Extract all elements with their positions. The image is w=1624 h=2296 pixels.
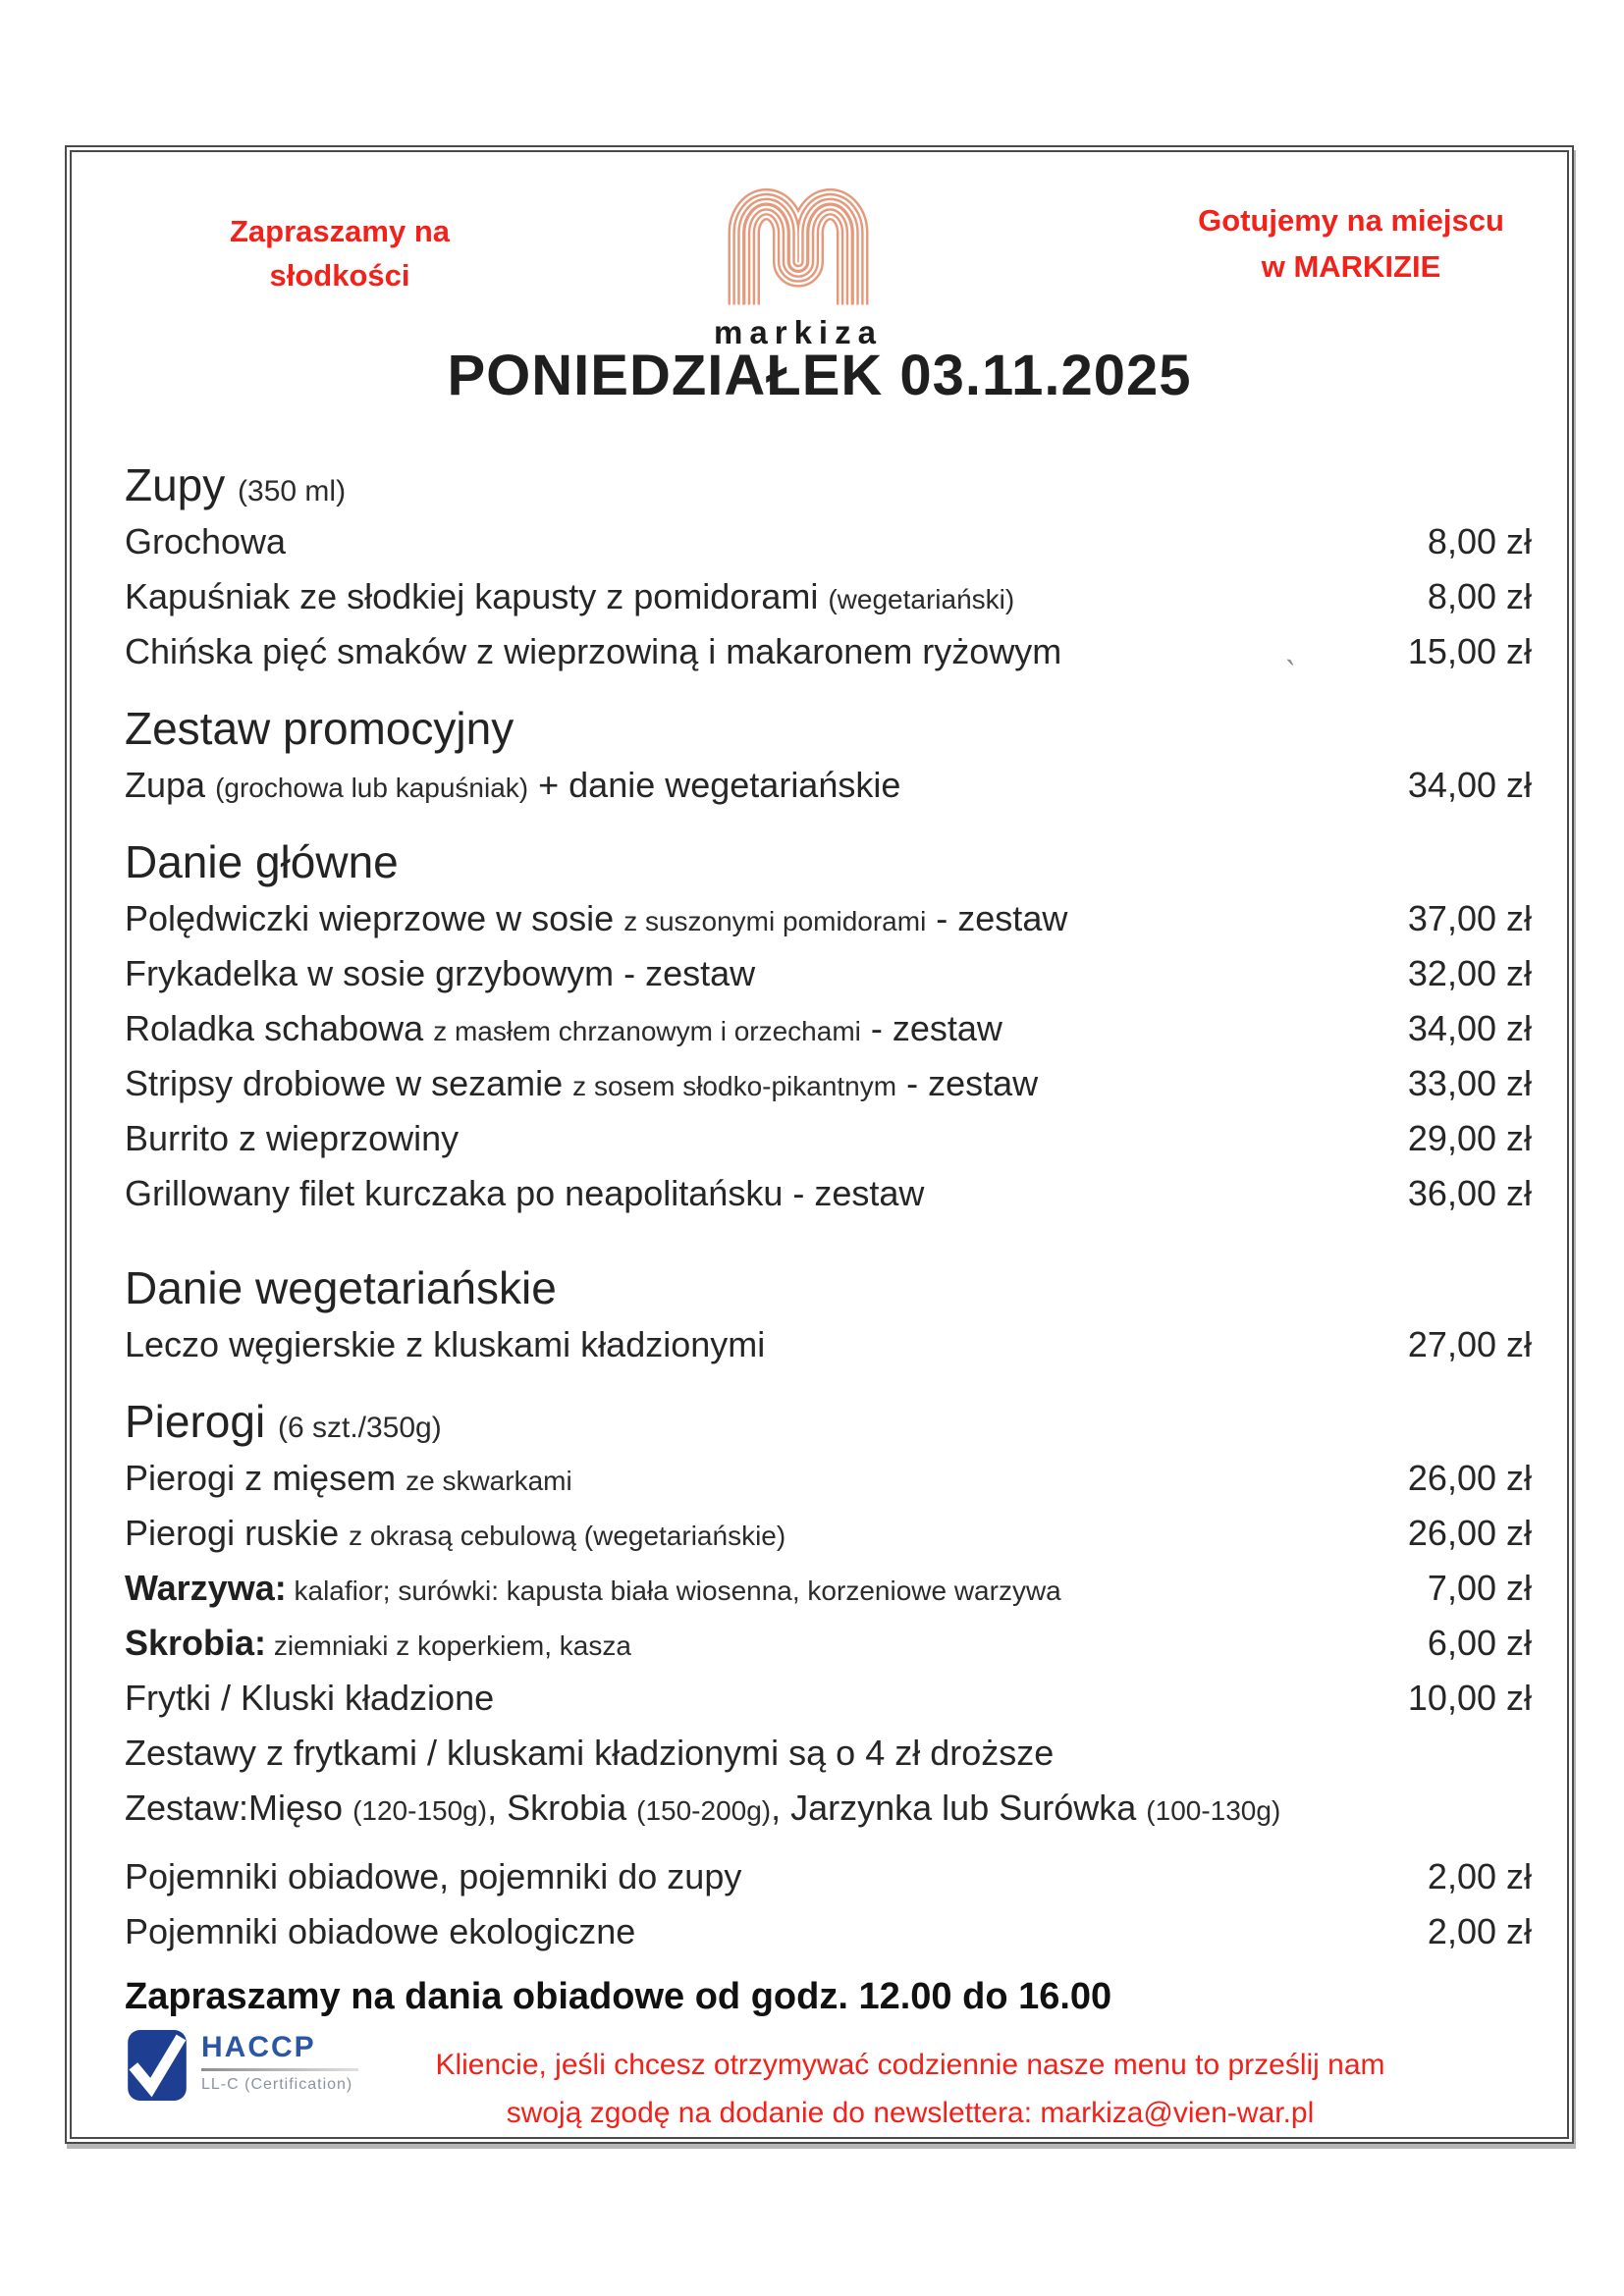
- text-part: Chińska pięć smaków z wieprzowiną i makaronem ryżowym: [125, 631, 1062, 671]
- item-price: 10,00 zł: [1407, 1678, 1532, 1718]
- text-part: (120-150g): [352, 1795, 488, 1826]
- menu-row: [125, 898, 1532, 953]
- text-part: - zestaw: [926, 898, 1068, 938]
- text-part: - zestaw: [860, 1008, 1002, 1048]
- menu-section-heading: [125, 686, 1532, 765]
- markiza-logo: [712, 184, 885, 351]
- text-part: Zupa: [125, 765, 216, 805]
- text-part: Danie główne: [125, 836, 399, 887]
- row-text: [125, 1395, 442, 1448]
- sweets-note: [188, 209, 492, 297]
- newsletter-note: [355, 2041, 1465, 2137]
- item-price: 36,00 zł: [1407, 1173, 1532, 1213]
- text-part: Pojemniki obiadowe ekologiczne: [125, 1911, 636, 1951]
- logo-wordmark: markiza: [714, 314, 883, 350]
- text-part: Stripsy drobiowe w sezamie: [125, 1063, 573, 1103]
- menu-section-heading: [125, 820, 1532, 898]
- sweets-note-line2: słodkości: [269, 258, 410, 293]
- row-text: [125, 521, 286, 562]
- text-part: Grochowa: [125, 521, 287, 561]
- text-part: ze skwarkami: [406, 1466, 572, 1496]
- haccp-certification: [127, 2029, 358, 2102]
- menu-row: [125, 631, 1532, 686]
- text-part: - zestaw: [896, 1063, 1039, 1103]
- text-part: Grillowany filet kurczaka po neapolitańsku - zestaw: [125, 1173, 925, 1213]
- menu-section-heading: [125, 1246, 1532, 1324]
- row-text: [125, 1458, 572, 1499]
- item-price: 6,00 zł: [1427, 1623, 1532, 1663]
- cooked-on-site-line2: w MARKIZIE: [1261, 249, 1441, 284]
- row-text: [125, 1008, 1002, 1049]
- row-text: [125, 1678, 494, 1719]
- item-price: 15,00 zł: [1407, 631, 1532, 671]
- row-text: [125, 576, 1014, 617]
- item-price: 7,00 zł: [1427, 1568, 1532, 1608]
- text-part: Polędwiczki wieprzowe w sosie: [125, 898, 624, 938]
- text-part: (grochowa lub kapuśniak): [215, 773, 529, 803]
- text-part: Frytki / Kluski kładzione: [125, 1678, 495, 1718]
- haccp-checkmark-icon: [127, 2029, 188, 2102]
- menu-row: [125, 1118, 1532, 1173]
- row-text: [125, 1063, 1038, 1104]
- text-part: Leczo węgierskie z kluskami kładzionymi: [125, 1324, 766, 1364]
- text-part: ziemniaki z koperkiem, kasza: [266, 1630, 631, 1661]
- item-price: 27,00 zł: [1407, 1324, 1532, 1364]
- item-price: 8,00 zł: [1427, 576, 1532, 616]
- row-text: [125, 702, 514, 755]
- text-part: Burrito z wieprzowiny: [125, 1118, 460, 1158]
- haccp-divider: [201, 2068, 358, 2071]
- menu-section-heading: [125, 443, 1532, 521]
- row-text: [125, 1623, 631, 1664]
- menu-row: [125, 1856, 1532, 1911]
- menu-row: [125, 1324, 1532, 1379]
- menu-row: [125, 1008, 1532, 1063]
- menu-row: [125, 1568, 1532, 1623]
- text-part: (350 ml): [238, 475, 347, 507]
- menu-row: [125, 1458, 1532, 1513]
- text-part: , Jarzynka lub Surówka: [771, 1788, 1147, 1828]
- text-part: Danie wegetariańskie: [125, 1262, 557, 1313]
- item-price: 2,00 zł: [1427, 1911, 1532, 1951]
- text-part: z suszonymi pomidorami: [623, 906, 927, 936]
- text-part: Zestaw:Mięso: [125, 1788, 353, 1828]
- cooked-on-site-line1: Gotujemy na miejscu: [1198, 203, 1504, 238]
- row-text: [125, 953, 755, 994]
- newsletter-line2: swoją zgodę na dodanie do newslettera: markiza@vien-war.pl: [506, 2097, 1315, 2129]
- text-part: , Skrobia: [487, 1788, 637, 1828]
- item-price: 29,00 zł: [1407, 1118, 1532, 1158]
- row-text: [125, 1173, 924, 1214]
- text-part: z okrasą cebulową (wegetariańskie): [349, 1521, 786, 1551]
- row-text: [125, 1976, 1111, 2018]
- text-part: (150-200g): [636, 1795, 772, 1826]
- haccp-label-block: [201, 2029, 358, 2094]
- menu-row: [125, 1733, 1532, 1788]
- text-part: Zupy: [125, 459, 239, 510]
- sweets-note-line1: Zapraszamy na: [230, 214, 450, 248]
- row-text: [125, 1733, 1054, 1774]
- menu-row: [125, 1623, 1532, 1678]
- menu-section-heading: [125, 1379, 1532, 1458]
- row-text: [125, 1324, 765, 1365]
- scan-artifact-mark: `: [1280, 654, 1297, 693]
- text-part: Zestaw promocyjny: [125, 703, 514, 754]
- item-price: 34,00 zł: [1407, 1008, 1532, 1048]
- row-text: [125, 1568, 1061, 1609]
- haccp-subtitle: LL-C (Certification): [201, 2076, 353, 2093]
- item-price: 26,00 zł: [1407, 1513, 1532, 1553]
- menu-row: [125, 1678, 1532, 1733]
- text-part: Pojemniki obiadowe, pojemniki do zupy: [125, 1856, 742, 1896]
- haccp-acronym: HACCP: [201, 2031, 316, 2063]
- cooked-on-site-note: [1160, 197, 1543, 290]
- menu-row: [125, 1173, 1532, 1228]
- menu-row: [125, 1911, 1532, 1966]
- item-price: 32,00 zł: [1407, 953, 1532, 993]
- menu-row: [125, 953, 1532, 1008]
- newsletter-line1: Kliencie, jeśli chcesz otrzymywać codziennie nasze menu to prześlij nam: [435, 2049, 1385, 2081]
- text-part: Zapraszamy na dania obiadowe od godz. 12.00 do 16.00: [125, 1976, 1112, 2017]
- text-part: (wegetariański): [828, 584, 1015, 614]
- text-part: Roladka schabowa: [125, 1008, 434, 1048]
- row-text: [125, 1911, 635, 1952]
- text-part: Pierogi ruskie: [125, 1513, 350, 1553]
- item-price: 2,00 zł: [1427, 1856, 1532, 1896]
- row-text: [125, 898, 1067, 939]
- footer: [125, 2023, 1532, 2141]
- menu-row: [125, 1788, 1532, 1842]
- text-part: (100-130g): [1146, 1795, 1281, 1826]
- row-text: [125, 1513, 785, 1554]
- page-title: PONIEDZIAŁEK 03.11.2025: [447, 344, 1192, 407]
- menu-row: [125, 521, 1532, 576]
- text-part: Warzywa:: [125, 1568, 287, 1608]
- text-part: Frykadelka w sosie grzybowym - zestaw: [125, 953, 756, 993]
- markiza-m-icon: [725, 184, 872, 311]
- row-text: [125, 1261, 557, 1314]
- item-price: 8,00 zł: [1427, 521, 1532, 561]
- text-part: + danie wegetariańskie: [528, 765, 901, 805]
- text-part: z masłem chrzanowym i orzechami: [433, 1016, 861, 1046]
- item-price: 33,00 zł: [1407, 1063, 1532, 1103]
- item-price: 37,00 zł: [1407, 898, 1532, 938]
- row-text: [125, 835, 399, 888]
- menu-row: [125, 1513, 1532, 1568]
- text-part: z sosem słodko-pikantnym: [572, 1071, 897, 1101]
- menu-page-frame: [65, 145, 1574, 2144]
- menu-row: [125, 576, 1532, 631]
- row-text: [125, 458, 346, 511]
- menu-row: [125, 1063, 1532, 1118]
- menu-rows: [125, 443, 1532, 2031]
- item-price: 34,00 zł: [1407, 765, 1532, 805]
- row-text: [125, 1118, 459, 1159]
- text-part: Skrobia:: [125, 1623, 267, 1663]
- text-part: kalafior; surówki: kapusta biała wiosenna, korzeniowe warzywa: [286, 1575, 1061, 1606]
- row-text: [125, 765, 900, 806]
- text-part: Zestawy z frytkami / kluskami kładzionymi są o 4 zł droższe: [125, 1733, 1055, 1773]
- row-text: [125, 1788, 1280, 1829]
- text-part: Pierogi: [125, 1396, 278, 1447]
- text-part: Pierogi z mięsem: [125, 1458, 406, 1498]
- row-text: [125, 1856, 741, 1897]
- text-part: (6 szt./350g): [277, 1412, 442, 1444]
- text-part: Kapuśniak ze słodkiej kapusty z pomidorami: [125, 576, 829, 616]
- row-text: [125, 631, 1061, 672]
- item-price: 26,00 zł: [1407, 1458, 1532, 1498]
- menu-row: [125, 765, 1532, 820]
